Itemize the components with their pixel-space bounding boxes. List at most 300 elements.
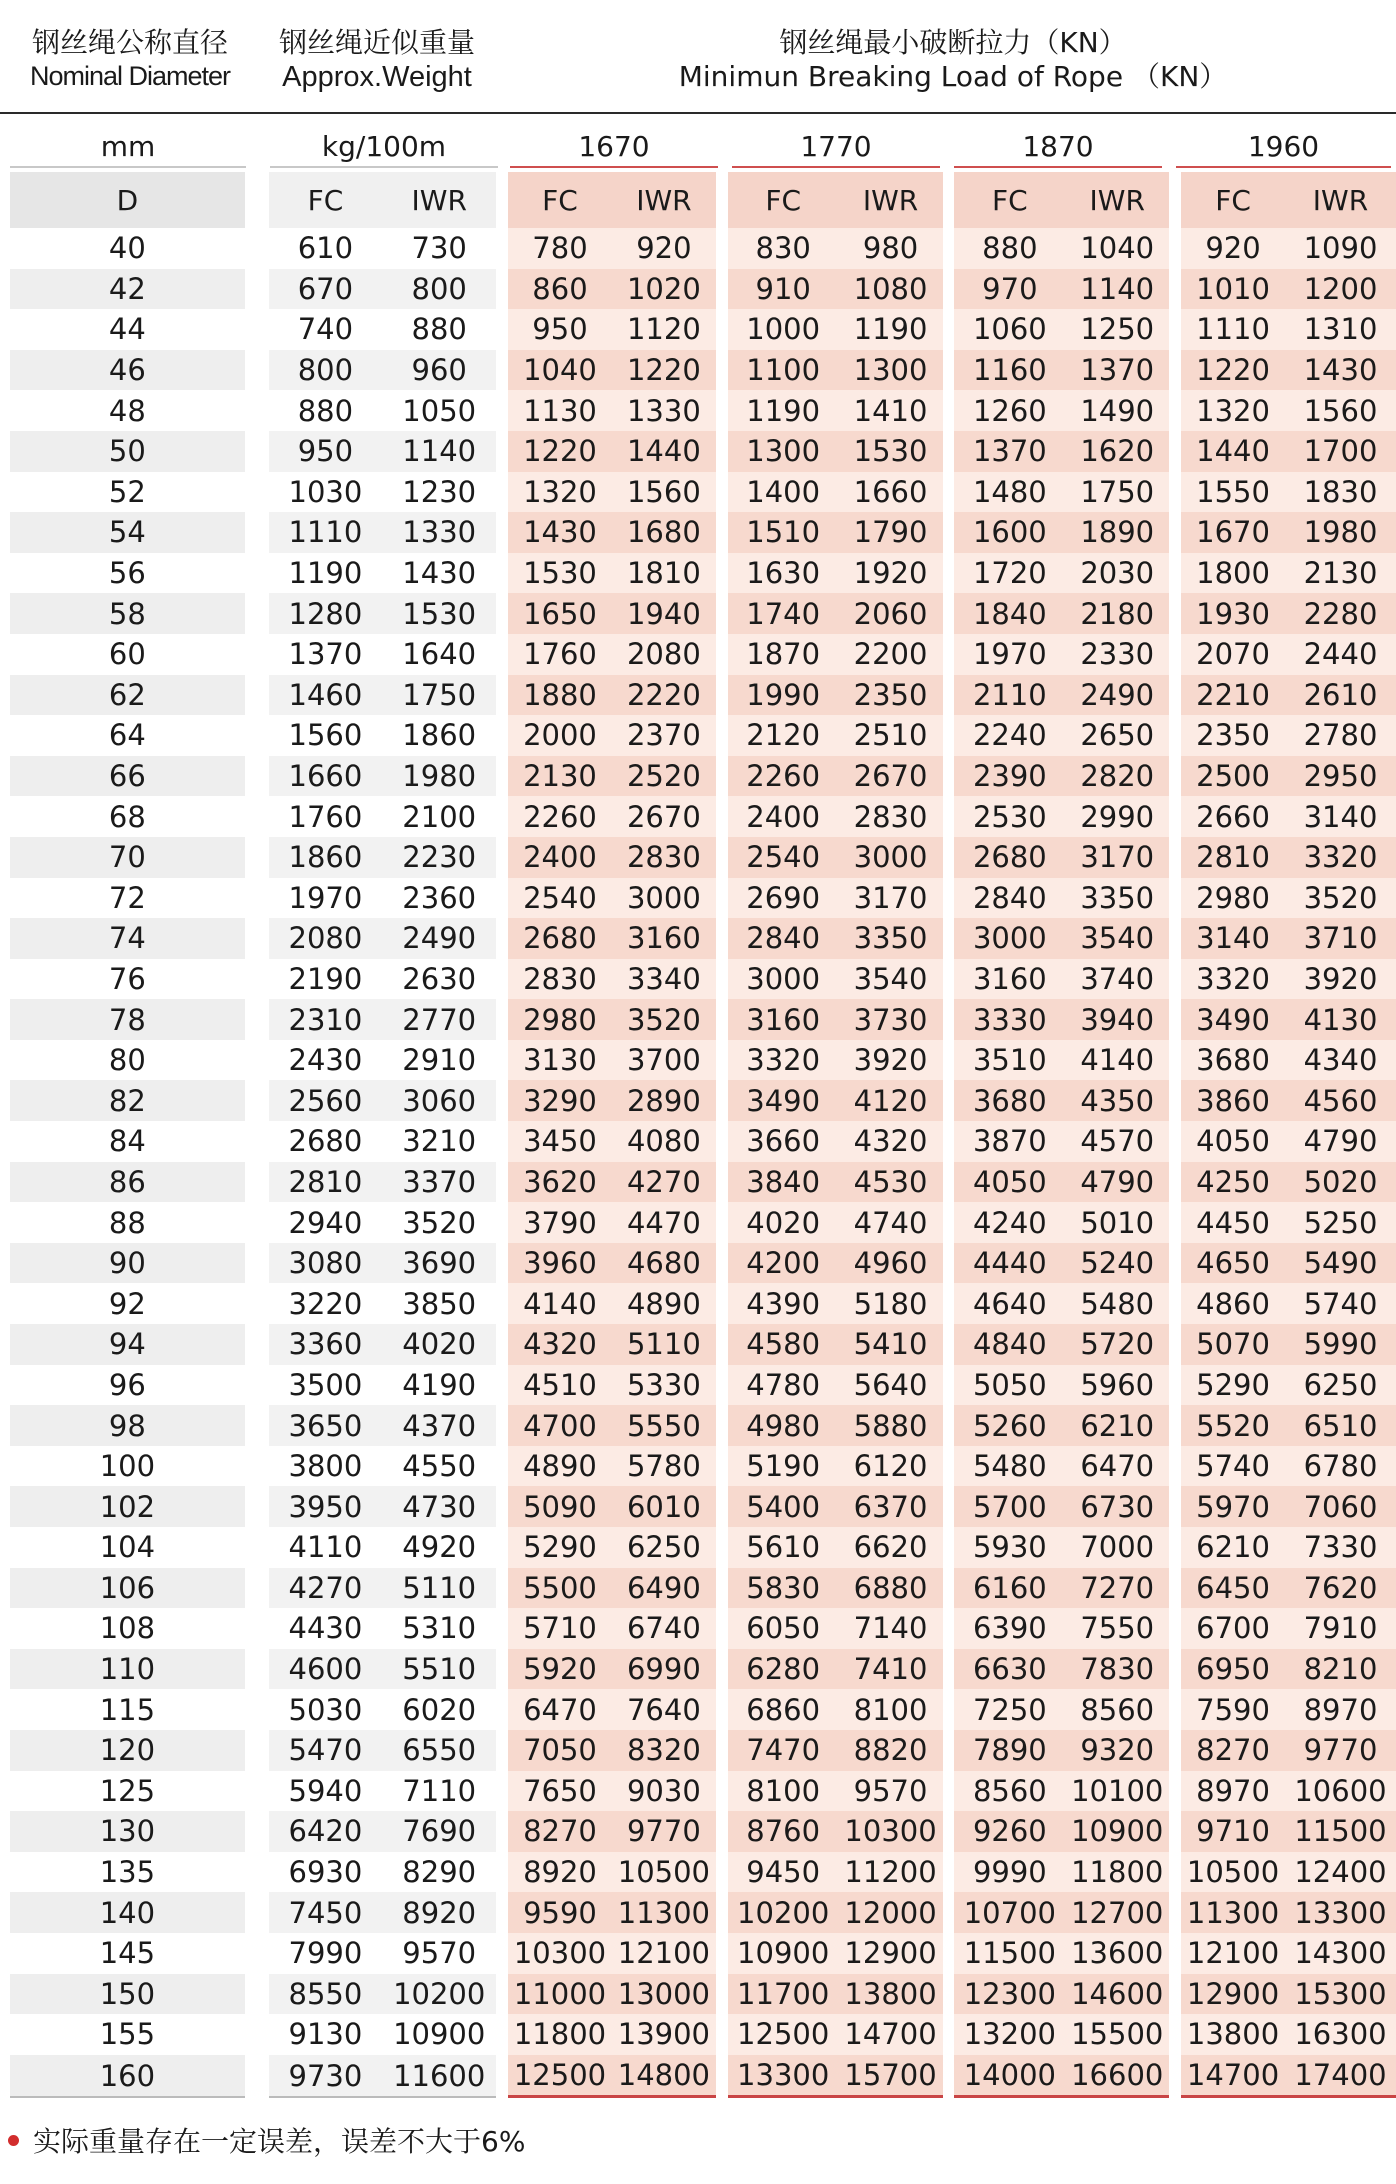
column-gap bbox=[496, 634, 508, 675]
cell-load-1770-fc: 10900 bbox=[728, 1933, 839, 1974]
grade-label-1960: 1960 bbox=[1247, 129, 1320, 163]
grade-underline-1670 bbox=[510, 166, 718, 168]
table-row bbox=[10, 512, 1396, 553]
cell-load-1770-iwr: 4120 bbox=[839, 1080, 943, 1121]
column-gap bbox=[245, 390, 269, 431]
column-gap bbox=[716, 1283, 728, 1324]
column-gap bbox=[943, 1527, 955, 1568]
column-gap bbox=[716, 1811, 728, 1852]
cell-weight-fc: 2190 bbox=[269, 959, 383, 1000]
cell-weight-fc: 3080 bbox=[269, 1243, 383, 1284]
cell-load-1670-iwr: 920 bbox=[612, 228, 716, 269]
grade-underline-1870 bbox=[954, 166, 1162, 168]
column-gap bbox=[496, 1852, 508, 1893]
column-gap bbox=[943, 1446, 955, 1487]
column-gap bbox=[245, 878, 269, 919]
cell-load-1870-fc: 9260 bbox=[954, 1811, 1065, 1852]
column-gap bbox=[496, 675, 508, 716]
column-gap bbox=[245, 796, 269, 837]
subheader-load-1670-iwr: IWR bbox=[612, 172, 716, 228]
column-gap bbox=[496, 350, 508, 391]
cell-weight-iwr: 9570 bbox=[382, 1933, 496, 1974]
cell-weight-fc: 740 bbox=[269, 309, 383, 350]
column-gap bbox=[716, 1202, 728, 1243]
column-gap bbox=[496, 715, 508, 756]
column-gap bbox=[1169, 512, 1181, 553]
cell-load-1960-fc: 2660 bbox=[1181, 796, 1285, 837]
cell-load-1960-fc: 3860 bbox=[1181, 1080, 1285, 1121]
cell-load-1670-iwr: 3160 bbox=[612, 918, 716, 959]
cell-load-1960-fc: 4860 bbox=[1181, 1283, 1285, 1324]
cell-load-1870-iwr: 15500 bbox=[1065, 2014, 1169, 2055]
cell-load-1770-fc: 2840 bbox=[728, 918, 839, 959]
table-row bbox=[10, 269, 1396, 310]
cell-load-1960-fc: 12900 bbox=[1181, 1974, 1285, 2015]
cell-load-1870-iwr: 4350 bbox=[1065, 1080, 1169, 1121]
column-gap bbox=[245, 1568, 269, 1609]
cell-load-1960-iwr: 2780 bbox=[1285, 715, 1396, 756]
cell-load-1960-iwr: 6510 bbox=[1285, 1405, 1396, 1446]
table-row bbox=[10, 878, 1396, 919]
cell-weight-fc: 9130 bbox=[269, 2014, 383, 2055]
cell-weight-iwr: 2770 bbox=[382, 999, 496, 1040]
cell-weight-iwr: 2490 bbox=[382, 918, 496, 959]
cell-load-1960-fc: 3490 bbox=[1181, 999, 1285, 1040]
column-gap bbox=[496, 269, 508, 310]
cell-diameter: 76 bbox=[10, 959, 245, 1000]
column-gap bbox=[943, 172, 955, 228]
table-row bbox=[10, 1892, 1396, 1933]
cell-load-1870-iwr: 4140 bbox=[1065, 1040, 1169, 1081]
cell-load-1770-fc: 1990 bbox=[728, 675, 839, 716]
cell-load-1670-fc: 3290 bbox=[508, 1080, 612, 1121]
column-gap bbox=[245, 1243, 269, 1284]
cell-load-1670-iwr: 2890 bbox=[612, 1080, 716, 1121]
cell-diameter: 98 bbox=[10, 1405, 245, 1446]
column-gap bbox=[943, 1852, 955, 1893]
cell-load-1670-fc: 1530 bbox=[508, 553, 612, 594]
cell-load-1870-fc: 13200 bbox=[954, 2014, 1065, 2055]
cell-load-1670-iwr: 4080 bbox=[612, 1121, 716, 1162]
cell-weight-fc: 4270 bbox=[269, 1568, 383, 1609]
cell-load-1770-fc: 4390 bbox=[728, 1283, 839, 1324]
cell-load-1670-fc: 2130 bbox=[508, 756, 612, 797]
cell-load-1670-iwr: 6490 bbox=[612, 1568, 716, 1609]
cell-load-1670-fc: 2540 bbox=[508, 878, 612, 919]
cell-load-1770-iwr: 6880 bbox=[839, 1568, 943, 1609]
table-row bbox=[10, 1933, 1396, 1974]
cell-load-1960-fc: 1320 bbox=[1181, 390, 1285, 431]
cell-load-1670-fc: 3130 bbox=[508, 1040, 612, 1081]
cell-load-1960-iwr: 10600 bbox=[1285, 1771, 1396, 1812]
cell-load-1960-iwr: 7060 bbox=[1285, 1486, 1396, 1527]
column-gap bbox=[1169, 1040, 1181, 1081]
cell-load-1770-fc: 6280 bbox=[728, 1649, 839, 1690]
column-gap bbox=[716, 269, 728, 310]
column-gap bbox=[245, 999, 269, 1040]
cell-weight-iwr: 4920 bbox=[382, 1527, 496, 1568]
cell-weight-iwr: 11600 bbox=[382, 2055, 496, 2099]
cell-load-1770-iwr: 2670 bbox=[839, 756, 943, 797]
cell-weight-iwr: 8290 bbox=[382, 1852, 496, 1893]
cell-diameter: 64 bbox=[10, 715, 245, 756]
column-gap bbox=[1169, 593, 1181, 634]
cell-diameter: 96 bbox=[10, 1365, 245, 1406]
cell-weight-fc: 670 bbox=[269, 269, 383, 310]
cell-load-1870-fc: 1370 bbox=[954, 431, 1065, 472]
cell-weight-iwr: 2100 bbox=[382, 796, 496, 837]
cell-load-1960-fc: 5290 bbox=[1181, 1365, 1285, 1406]
table-row bbox=[10, 1730, 1396, 1771]
column-gap bbox=[496, 1933, 508, 1974]
table-row bbox=[10, 1811, 1396, 1852]
column-gap bbox=[716, 1405, 728, 1446]
cell-weight-iwr: 10200 bbox=[382, 1974, 496, 2015]
table-row bbox=[10, 1771, 1396, 1812]
cell-load-1960-iwr: 6250 bbox=[1285, 1365, 1396, 1406]
cell-diameter: 60 bbox=[10, 634, 245, 675]
cell-weight-fc: 800 bbox=[269, 350, 383, 391]
cell-load-1670-fc: 4700 bbox=[508, 1405, 612, 1446]
approx-weight-header-cn: 钢丝绳近似重量 bbox=[278, 26, 475, 59]
cell-weight-iwr: 4020 bbox=[382, 1324, 496, 1365]
column-gap bbox=[496, 959, 508, 1000]
column-gap bbox=[716, 390, 728, 431]
cell-load-1960-iwr: 2440 bbox=[1285, 634, 1396, 675]
column-gap bbox=[1169, 1730, 1181, 1771]
cell-load-1770-fc: 4020 bbox=[728, 1202, 839, 1243]
column-gap bbox=[943, 269, 955, 310]
table-row bbox=[10, 959, 1396, 1000]
cell-load-1870-iwr: 14600 bbox=[1065, 1974, 1169, 2015]
cell-diameter: 135 bbox=[10, 1852, 245, 1893]
cell-load-1770-fc: 830 bbox=[728, 228, 839, 269]
table-row bbox=[10, 228, 1396, 269]
cell-load-1670-fc: 2000 bbox=[508, 715, 612, 756]
cell-load-1770-iwr: 7410 bbox=[839, 1649, 943, 1690]
column-gap bbox=[1169, 1852, 1181, 1893]
cell-load-1870-fc: 5480 bbox=[954, 1446, 1065, 1487]
cell-load-1960-iwr: 14300 bbox=[1285, 1933, 1396, 1974]
column-gap bbox=[1169, 1974, 1181, 2015]
column-gap bbox=[496, 878, 508, 919]
table-row bbox=[10, 1121, 1396, 1162]
cell-load-1670-iwr: 1810 bbox=[612, 553, 716, 594]
table-row bbox=[10, 1283, 1396, 1324]
column-gap bbox=[716, 553, 728, 594]
column-gap bbox=[943, 309, 955, 350]
column-gap bbox=[1169, 1892, 1181, 1933]
cell-weight-iwr: 7690 bbox=[382, 1811, 496, 1852]
cell-weight-fc: 1190 bbox=[269, 553, 383, 594]
cell-load-1770-fc: 10200 bbox=[728, 1892, 839, 1933]
cell-load-1770-iwr: 2350 bbox=[839, 675, 943, 716]
cell-load-1670-iwr: 5330 bbox=[612, 1365, 716, 1406]
cell-diameter: 102 bbox=[10, 1486, 245, 1527]
column-gap bbox=[716, 756, 728, 797]
table-row bbox=[10, 2055, 1396, 2099]
column-gap bbox=[1169, 228, 1181, 269]
table-row bbox=[10, 715, 1396, 756]
cell-load-1870-iwr: 1250 bbox=[1065, 309, 1169, 350]
cell-load-1770-iwr: 13800 bbox=[839, 1974, 943, 2015]
cell-diameter: 42 bbox=[10, 269, 245, 310]
cell-load-1960-iwr: 4340 bbox=[1285, 1040, 1396, 1081]
cell-weight-fc: 6420 bbox=[269, 1811, 383, 1852]
column-gap bbox=[943, 1568, 955, 1609]
cell-load-1960-iwr: 1700 bbox=[1285, 431, 1396, 472]
column-gap bbox=[716, 634, 728, 675]
cell-weight-iwr: 6550 bbox=[382, 1730, 496, 1771]
nominal-diameter-header-en: Nominal Diameter bbox=[29, 60, 231, 91]
cell-load-1870-fc: 5260 bbox=[954, 1405, 1065, 1446]
cell-load-1670-fc: 6470 bbox=[508, 1689, 612, 1730]
table-row bbox=[10, 1040, 1396, 1081]
column-gap bbox=[245, 1162, 269, 1203]
cell-load-1670-fc: 2680 bbox=[508, 918, 612, 959]
column-gap bbox=[1169, 1080, 1181, 1121]
cell-load-1870-fc: 1720 bbox=[954, 553, 1065, 594]
cell-load-1960-fc: 8270 bbox=[1181, 1730, 1285, 1771]
cell-load-1960-fc: 2350 bbox=[1181, 715, 1285, 756]
column-gap bbox=[1169, 715, 1181, 756]
column-gap bbox=[716, 1080, 728, 1121]
cell-load-1870-fc: 1600 bbox=[954, 512, 1065, 553]
cell-diameter: 108 bbox=[10, 1608, 245, 1649]
cell-load-1670-iwr: 2370 bbox=[612, 715, 716, 756]
cell-diameter: 86 bbox=[10, 1162, 245, 1203]
cell-load-1770-iwr: 4960 bbox=[839, 1243, 943, 1284]
column-gap bbox=[716, 796, 728, 837]
cell-load-1870-fc: 12300 bbox=[954, 1974, 1065, 2015]
cell-load-1770-iwr: 1080 bbox=[839, 269, 943, 310]
cell-load-1670-iwr: 12100 bbox=[612, 1933, 716, 1974]
cell-load-1870-fc: 5930 bbox=[954, 1527, 1065, 1568]
column-gap bbox=[716, 1974, 728, 2015]
column-gap bbox=[245, 675, 269, 716]
column-gap bbox=[245, 1405, 269, 1446]
cell-weight-fc: 3220 bbox=[269, 1283, 383, 1324]
column-gap bbox=[716, 1486, 728, 1527]
cell-load-1870-fc: 4440 bbox=[954, 1243, 1065, 1284]
cell-load-1870-fc: 10700 bbox=[954, 1892, 1065, 1933]
cell-load-1670-iwr: 4470 bbox=[612, 1202, 716, 1243]
column-gap bbox=[943, 756, 955, 797]
cell-weight-fc: 1280 bbox=[269, 593, 383, 634]
column-gap bbox=[1169, 837, 1181, 878]
cell-load-1960-iwr: 5990 bbox=[1285, 1324, 1396, 1365]
cell-load-1670-fc: 11000 bbox=[508, 1974, 612, 2015]
column-gap bbox=[1169, 756, 1181, 797]
table-row bbox=[10, 1405, 1396, 1446]
column-gap bbox=[245, 2014, 269, 2055]
breaking-load-header-en: Minimun Breaking Load of Rope （KN） bbox=[678, 59, 1228, 93]
cell-load-1870-iwr: 7830 bbox=[1065, 1649, 1169, 1690]
cell-weight-fc: 7450 bbox=[269, 1892, 383, 1933]
column-gap bbox=[943, 1689, 955, 1730]
cell-load-1770-iwr: 3350 bbox=[839, 918, 943, 959]
column-gap bbox=[943, 512, 955, 553]
cell-weight-iwr: 2630 bbox=[382, 959, 496, 1000]
cell-load-1870-iwr: 2820 bbox=[1065, 756, 1169, 797]
cell-diameter: 125 bbox=[10, 1771, 245, 1812]
column-gap bbox=[496, 1527, 508, 1568]
column-gap bbox=[1169, 999, 1181, 1040]
approx-weight-header bbox=[262, 26, 492, 94]
cell-load-1770-fc: 2260 bbox=[728, 756, 839, 797]
cell-weight-fc: 1560 bbox=[269, 715, 383, 756]
cell-load-1870-iwr: 1370 bbox=[1065, 350, 1169, 391]
cell-weight-fc: 2560 bbox=[269, 1080, 383, 1121]
cell-load-1960-iwr: 1090 bbox=[1285, 228, 1396, 269]
cell-diameter: 106 bbox=[10, 1568, 245, 1609]
cell-load-1960-fc: 5520 bbox=[1181, 1405, 1285, 1446]
nominal-diameter-header-cn: 钢丝绳公称直径 bbox=[31, 26, 228, 59]
column-gap bbox=[245, 634, 269, 675]
cell-load-1770-fc: 1630 bbox=[728, 553, 839, 594]
cell-load-1870-fc: 1260 bbox=[954, 390, 1065, 431]
cell-load-1670-iwr: 1020 bbox=[612, 269, 716, 310]
cell-diameter: 56 bbox=[10, 553, 245, 594]
cell-load-1770-fc: 7470 bbox=[728, 1730, 839, 1771]
cell-weight-fc: 3950 bbox=[269, 1486, 383, 1527]
cell-load-1770-fc: 910 bbox=[728, 269, 839, 310]
column-gap bbox=[1169, 2055, 1181, 2099]
cell-load-1870-iwr: 6730 bbox=[1065, 1486, 1169, 1527]
cell-load-1960-fc: 12100 bbox=[1181, 1933, 1285, 1974]
column-gap bbox=[1169, 918, 1181, 959]
column-gap bbox=[716, 1852, 728, 1893]
cell-load-1870-fc: 8560 bbox=[954, 1771, 1065, 1812]
cell-diameter: 62 bbox=[10, 675, 245, 716]
cell-load-1670-iwr: 13000 bbox=[612, 1974, 716, 2015]
cell-weight-fc: 7990 bbox=[269, 1933, 383, 1974]
cell-load-1960-iwr: 3710 bbox=[1285, 918, 1396, 959]
column-gap bbox=[943, 390, 955, 431]
cell-weight-iwr: 1140 bbox=[382, 431, 496, 472]
cell-load-1960-iwr: 6780 bbox=[1285, 1446, 1396, 1487]
cell-load-1960-fc: 1010 bbox=[1181, 269, 1285, 310]
cell-load-1770-fc: 1100 bbox=[728, 350, 839, 391]
cell-load-1870-fc: 3870 bbox=[954, 1121, 1065, 1162]
column-gap bbox=[496, 1649, 508, 1690]
cell-load-1770-fc: 8100 bbox=[728, 1771, 839, 1812]
cell-load-1670-iwr: 7640 bbox=[612, 1689, 716, 1730]
cell-load-1960-iwr: 9770 bbox=[1285, 1730, 1396, 1771]
column-gap bbox=[943, 634, 955, 675]
cell-weight-iwr: 730 bbox=[382, 228, 496, 269]
table-row bbox=[10, 350, 1396, 391]
cell-weight-iwr: 2230 bbox=[382, 837, 496, 878]
column-gap bbox=[245, 837, 269, 878]
cell-load-1960-fc: 1220 bbox=[1181, 350, 1285, 391]
cell-weight-iwr: 3210 bbox=[382, 1121, 496, 1162]
cell-load-1870-iwr: 5010 bbox=[1065, 1202, 1169, 1243]
cell-load-1960-iwr: 5250 bbox=[1285, 1202, 1396, 1243]
cell-weight-fc: 3500 bbox=[269, 1365, 383, 1406]
column-gap bbox=[245, 959, 269, 1000]
column-gap bbox=[245, 431, 269, 472]
cell-load-1960-fc: 10500 bbox=[1181, 1852, 1285, 1893]
table-row bbox=[10, 796, 1396, 837]
column-gap bbox=[716, 2055, 728, 2099]
subheader-load-1960-iwr: IWR bbox=[1285, 172, 1396, 228]
cell-weight-iwr: 1860 bbox=[382, 715, 496, 756]
cell-load-1870-iwr: 5240 bbox=[1065, 1243, 1169, 1284]
cell-load-1870-iwr: 6210 bbox=[1065, 1405, 1169, 1446]
column-gap bbox=[245, 918, 269, 959]
grade-label-1770: 1770 bbox=[800, 129, 872, 163]
cell-load-1960-fc: 4050 bbox=[1181, 1121, 1285, 1162]
cell-load-1770-iwr: 3730 bbox=[839, 999, 943, 1040]
cell-load-1870-fc: 6160 bbox=[954, 1568, 1065, 1609]
column-gap bbox=[245, 1486, 269, 1527]
column-gap bbox=[716, 228, 728, 269]
cell-load-1670-iwr: 1220 bbox=[612, 350, 716, 391]
cell-load-1960-iwr: 1560 bbox=[1285, 390, 1396, 431]
cell-load-1960-fc: 7590 bbox=[1181, 1689, 1285, 1730]
column-gap bbox=[245, 715, 269, 756]
cell-diameter: 160 bbox=[10, 2055, 245, 2099]
cell-load-1770-fc: 13300 bbox=[728, 2055, 839, 2099]
cell-load-1770-fc: 3000 bbox=[728, 959, 839, 1000]
cell-load-1870-iwr: 2650 bbox=[1065, 715, 1169, 756]
cell-weight-fc: 1110 bbox=[269, 512, 383, 553]
column-gap bbox=[496, 1771, 508, 1812]
cell-load-1870-fc: 5050 bbox=[954, 1365, 1065, 1406]
cell-diameter: 140 bbox=[10, 1892, 245, 1933]
column-gap bbox=[245, 309, 269, 350]
cell-load-1670-fc: 5710 bbox=[508, 1608, 612, 1649]
cell-load-1960-fc: 1800 bbox=[1181, 553, 1285, 594]
column-gap bbox=[245, 350, 269, 391]
table-row bbox=[10, 634, 1396, 675]
cell-load-1960-iwr: 12400 bbox=[1285, 1852, 1396, 1893]
column-gap bbox=[1169, 1771, 1181, 1812]
cell-load-1960-fc: 9710 bbox=[1181, 1811, 1285, 1852]
cell-weight-iwr: 800 bbox=[382, 269, 496, 310]
column-gap bbox=[496, 593, 508, 634]
column-gap bbox=[1169, 959, 1181, 1000]
cell-load-1870-fc: 880 bbox=[954, 228, 1065, 269]
cell-load-1870-fc: 2840 bbox=[954, 878, 1065, 919]
cell-load-1770-iwr: 1790 bbox=[839, 512, 943, 553]
cell-load-1770-iwr: 11200 bbox=[839, 1852, 943, 1893]
column-gap bbox=[496, 1974, 508, 2015]
table-row bbox=[10, 675, 1396, 716]
cell-weight-fc: 3800 bbox=[269, 1446, 383, 1487]
cell-load-1770-fc: 1740 bbox=[728, 593, 839, 634]
column-gap bbox=[716, 1771, 728, 1812]
cell-load-1670-fc: 2400 bbox=[508, 837, 612, 878]
cell-load-1670-iwr: 9030 bbox=[612, 1771, 716, 1812]
subheader-load-1870-fc: FC bbox=[954, 172, 1065, 228]
cell-weight-fc: 2810 bbox=[269, 1162, 383, 1203]
cell-weight-fc: 1370 bbox=[269, 634, 383, 675]
column-gap bbox=[716, 350, 728, 391]
column-gap bbox=[245, 1202, 269, 1243]
cell-diameter: 68 bbox=[10, 796, 245, 837]
cell-weight-fc: 1760 bbox=[269, 796, 383, 837]
cell-load-1870-fc: 3510 bbox=[954, 1040, 1065, 1081]
cell-diameter: 88 bbox=[10, 1202, 245, 1243]
column-gap bbox=[1169, 1608, 1181, 1649]
cell-load-1960-iwr: 8210 bbox=[1285, 1649, 1396, 1690]
column-gap bbox=[716, 1649, 728, 1690]
cell-load-1770-fc: 5400 bbox=[728, 1486, 839, 1527]
table-row bbox=[10, 918, 1396, 959]
column-gap bbox=[245, 1933, 269, 1974]
